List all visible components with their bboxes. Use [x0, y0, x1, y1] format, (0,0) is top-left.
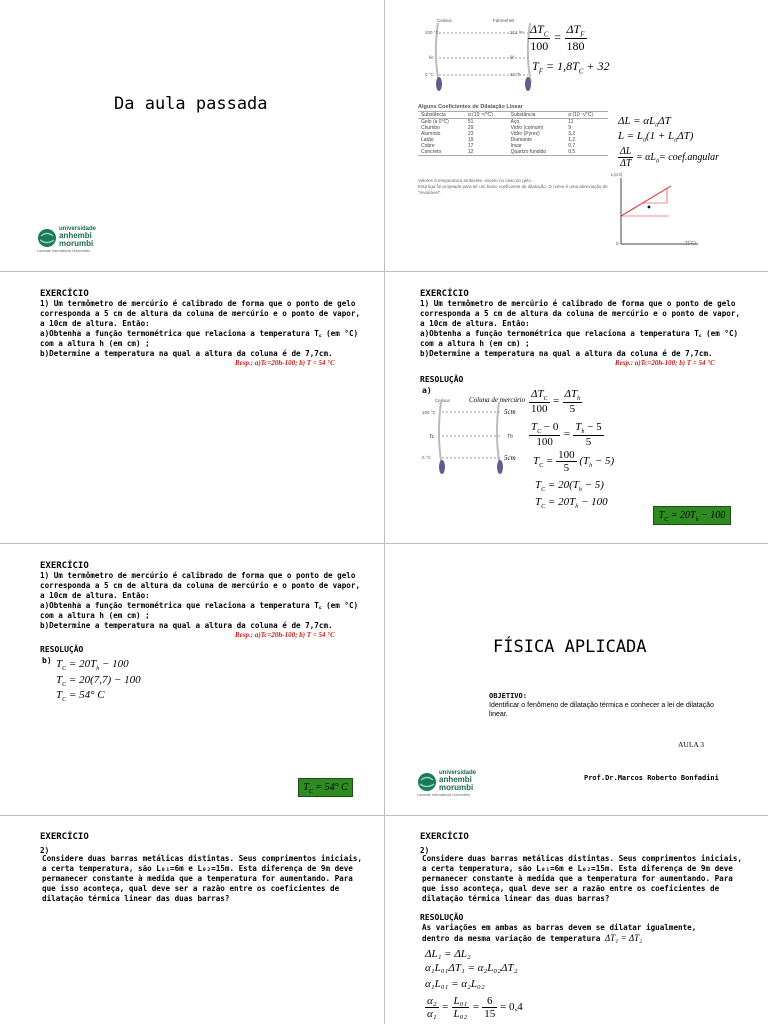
- eq-ratio: $\frac{\text{α₂}}{\text{α₁}}$ = $\frac{\text{L₀₁}}{\text{L₀₂}}$ = $\frac{6}{15}$ = 0,4: [427, 995, 523, 1020]
- objective-text: Identificar o fenômeno de dilatação térmica e conhecer a lei de dilatação linear.: [489, 702, 714, 718]
- coef-table-cell: 3,2: [568, 131, 576, 137]
- coef-table-cell: Quartzo fundido: [510, 149, 547, 155]
- f-theta-label: θf: [510, 55, 514, 60]
- coef-table-cell: 17: [467, 143, 474, 149]
- coef-table-cell: Gelo (a 0°C): [421, 119, 449, 125]
- logo-line1: universidade: [439, 770, 477, 776]
- th-label: Th: [507, 434, 513, 440]
- coef-table-header: α (10⁻⁶/°C): [465, 112, 508, 119]
- tc-label: Tc: [429, 434, 435, 440]
- item-a-label: a): [422, 386, 432, 395]
- coef-table-header: Substância: [508, 112, 566, 119]
- item-b-label: b): [42, 656, 52, 665]
- c-0-label: 0 °C: [422, 455, 431, 460]
- course-title: FÍSICA APLICADA: [493, 637, 647, 657]
- eq-ratio-values: $\frac{T_C - 0}{100}$ = $\frac{T_h - 5}{5}$: [531, 421, 602, 449]
- eq-deltas-equal: ΔL₁ = ΔL₂: [425, 948, 471, 960]
- slide-exercise-1-solution-a: [385, 272, 768, 543]
- slide-exercise-1-solution-b: [0, 544, 384, 815]
- resolution-text-1: As variações em ambas as barras devem se dilatar igualmente,: [422, 923, 697, 932]
- slide-exercise-1: [0, 272, 384, 543]
- resolution-title: RESOLUÇÃO: [420, 913, 464, 922]
- lesson-number: AULA 3: [678, 740, 705, 749]
- eq-b-line3: $T_C = 54^\circ$ C: [56, 689, 105, 704]
- coef-table: [418, 111, 608, 156]
- eq-expansion-equal: α₁L₀₁ΔT₁ = α₂L₀₂ΔT₂: [425, 962, 518, 974]
- coef-table-cell: 11: [568, 119, 574, 125]
- exercise-title: EXERCÍCIO: [420, 289, 469, 299]
- exercise-title: EXERCÍCIO: [420, 832, 469, 842]
- linear-expansion-eq: $\Delta L = \alpha L_0\Delta T$: [618, 115, 671, 130]
- c-100-label: 100 °C: [422, 410, 436, 415]
- eq-isolate-tc: $T_C$ = $\frac{100}{5}$ $(T_h - 5)$: [533, 449, 615, 474]
- coef-table-cell: Vidro (Pyrex): [510, 131, 540, 137]
- answer-box: $T_C = 54^\circ$ C: [298, 778, 353, 797]
- logo-tagline: Laureate International Universities: [417, 793, 471, 797]
- slide-summary-formulas: [385, 0, 768, 271]
- eq-ratio-deltas: $\frac{\Delta T_C}{100}$ = $\frac{\Delta T_h}{5}$: [531, 388, 581, 416]
- resolution-text-2: dentro da mesma variação de temperatura ΔT₁ = ΔT₂: [422, 933, 643, 943]
- coef-table-cell: Vidro (comum): [510, 125, 544, 131]
- exercise-statement: 1) Um termômetro de mercúrio é calibrado de forma que o ponto de gelo corresponda a 5 cm de altura da coluna de mercúrio e o ponto de vapor, a 10cm de altura. Então: a)Obtenha a função termométrica que relaciona a temperatura T꜀ (em °C) com a altura h (em cm) ; b)Determine a temperatura na qual a altura da coluna é de 7,7cm.: [40, 571, 361, 630]
- coef-table-notes: Valores à temperatura ambiente, exceto no caso do gelo. Esta liga foi projetada para ter um baixo coeficiente de dilatação. O nome é uma abreviação de "invariável".: [418, 178, 608, 195]
- logo-tagline: Laureate International Universities: [37, 249, 91, 253]
- exercise-statement: 1) Um termômetro de mercúrio é calibrado de forma que o ponto de gelo corresponda a 5 cm de altura da coluna de mercúrio e o ponto de vapor, a 10cm de altura. Então: a)Obtenha a função termométrica que relaciona a temperatura T꜀ (em °C) com a altura h (em cm) ; b)Determine a temperatura na qual a altura da coluna é de 7,7cm.: [40, 299, 361, 358]
- coef-table-cell: 0,7: [568, 143, 576, 149]
- fahrenheit-label: Fahrenheit: [493, 18, 515, 23]
- coef-table-cell: Chumbo: [421, 125, 440, 131]
- exercise-statement: Considere duas barras metálicas distintas. Seus comprimentos iniciais, a certa temperatura, são L₀₁=6m e L₀₂=15m. Esta diferença de 9m deve permanecer constante à medida que a temperatura for aumentando. Para que isso aconteça, qual deve ser a razão entre os coeficientes de dilatação térmica linear das duas barras?: [422, 854, 743, 903]
- coef-table-cell: Invar: [510, 143, 522, 149]
- f-32-label: 32 °F: [510, 72, 521, 77]
- graph-y-label: L(cm): [611, 172, 623, 177]
- exercise-answer: Resp.: a)Tc=20h-100; b) T = 54 °C: [235, 631, 335, 639]
- exercise-statement: 1) Um termômetro de mercúrio é calibrado de forma que o ponto de gelo corresponda a 5 cm de altura da coluna de mercúrio e o ponto de vapor, a 10cm de altura. Então: a)Obtenha a função termométrica que relaciona a temperatura T꜀ (em °C) com a altura h (em cm) ; b)Determine a temperatura na qual a altura da coluna é de 7,7cm.: [420, 299, 741, 358]
- coef-table-cell: Concreto: [421, 149, 442, 155]
- exercise-title: EXERCÍCIO: [40, 289, 89, 299]
- coef-table-cell: Latão: [421, 137, 434, 143]
- slide-previous-class: [0, 0, 384, 271]
- coef-table-cell: 51: [467, 119, 474, 125]
- eq-simplified: α₁L₀₁ = α₂L₀₂: [425, 978, 485, 990]
- answer-box: $T_C = 20T_h - 100$: [653, 506, 731, 525]
- eq-b-line2: $T_C = 20(7,7) - 100$: [56, 674, 141, 689]
- coef-table-cell: Diamante: [510, 137, 533, 143]
- objective-label: OBJETIVO:: [489, 692, 527, 700]
- mercury-column-label: Coluna de mercúrio: [469, 396, 526, 404]
- logo-line3: morumbi: [59, 239, 94, 248]
- logo-line3: morumbi: [439, 783, 474, 792]
- coef-table-cell: 19: [467, 137, 474, 143]
- coef-table-header: α (10⁻⁶/°C): [565, 112, 608, 119]
- coef-table-header: Substância: [418, 112, 465, 119]
- coef-table-cell: Alumínio: [421, 131, 441, 137]
- fahrenheit-formula: $T_F = 1,8T_C + 32$: [532, 59, 610, 76]
- coef-table-cell: 0,5: [568, 149, 576, 155]
- coef-table-cell: Aço: [510, 119, 520, 125]
- celsius-fahrenheit-ratio: $\frac{\Delta T_C}{100}$ = $\frac{\Delta T_F}{180}$: [530, 22, 585, 54]
- graph-origin: 0: [616, 241, 619, 246]
- height-5cm-bottom: 5cm: [504, 454, 516, 462]
- eq-b-line1: $T_C = 20T_h - 100$: [56, 658, 129, 673]
- slide-title-page: [385, 544, 768, 815]
- celsius-label: Celsius: [435, 398, 450, 403]
- eq-final: $T_C = 20T_h - 100$: [535, 496, 608, 511]
- globe-icon: [417, 772, 437, 792]
- coef-table-cell: 29: [467, 125, 474, 131]
- slide-exercise-2-solution: [385, 816, 768, 1024]
- graph-x-label: T(°C): [685, 240, 696, 245]
- celsius-label: Celsius: [437, 18, 452, 23]
- f-212-label: 212 °F: [510, 30, 524, 35]
- height-5cm-top: 5cm: [504, 408, 516, 416]
- globe-icon: [37, 228, 57, 248]
- coef-table-row: [418, 149, 608, 155]
- c-theta-label: θc: [429, 55, 434, 60]
- exercise-number: 2): [40, 846, 50, 855]
- c-0-label: 0 °C: [425, 72, 434, 77]
- exercise-title: EXERCÍCIO: [40, 832, 89, 842]
- coef-table-title: Alguns Coeficientes de Dilatação Linear: [418, 104, 523, 110]
- eq-simplified: $T_C = 20(T_h - 5)$: [535, 479, 604, 494]
- slide-title: Da aula passada: [114, 94, 268, 114]
- final-length-eq: $L = L_0(1 + L_0\Delta T)$: [618, 130, 694, 145]
- logo-line1: universidade: [59, 226, 97, 232]
- exercise-statement: Considere duas barras metálicas distintas. Seus comprimentos iniciais, a certa temperatura, são L₀₁=6m e L₀₂=15m. Esta diferença de 9m deve permanecer constante à medida que a temperatura for aumentando. Para que isso aconteça, qual deve ser a razão entre os coeficientes de dilatação térmica linear das duas barras?: [42, 854, 363, 903]
- coef-table-cell: Cobre: [421, 143, 435, 149]
- coef-table-cell: 23: [467, 131, 474, 137]
- coef-table-cell: 12: [467, 149, 474, 155]
- resolution-title: RESOLUÇÃO: [420, 375, 464, 384]
- coef-table-cell: 1,2: [568, 137, 576, 143]
- exercise-title: EXERCÍCIO: [40, 561, 89, 571]
- c-100-label: 100 °C: [425, 30, 439, 35]
- exercise-number: 2): [420, 846, 430, 855]
- exercise-answer: Resp.: a)Tc=20h-100; b) T = 54 °C: [235, 359, 335, 367]
- resolution-title: RESOLUÇÃO: [40, 645, 84, 654]
- logo-line2: anhembi: [59, 231, 92, 240]
- exercise-answer: Resp.: a)Tc=20h-100; b) T = 54 °C: [615, 359, 715, 367]
- slope-eq: $\frac{\Delta L}{\Delta T}$ = $\alpha L_0=$ coef.angular: [620, 146, 720, 169]
- slide-exercise-2: [0, 816, 384, 1024]
- logo-line2: anhembi: [439, 775, 472, 784]
- professor-name: Prof.Dr.Marcos Roberto Bonfadini: [584, 774, 719, 782]
- coef-table-cell: 9: [568, 125, 571, 131]
